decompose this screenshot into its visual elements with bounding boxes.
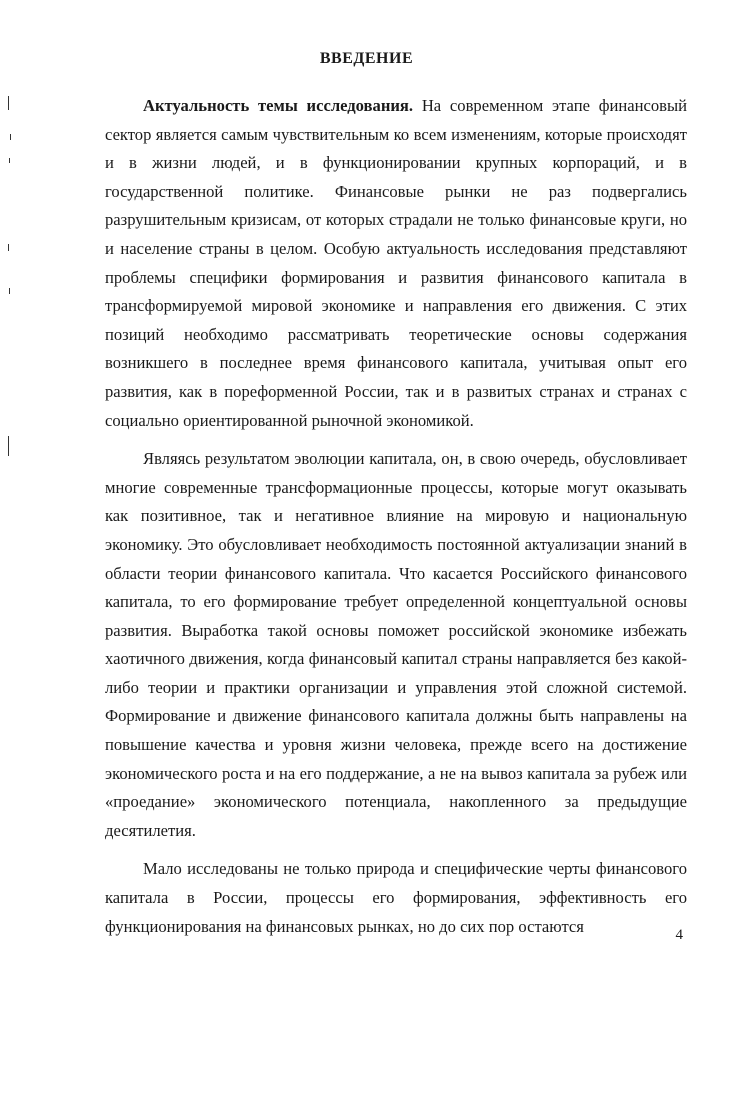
document-title: ВВЕДЕНИЕ xyxy=(319,50,414,67)
paragraph-lead-term: Актуальность темы исследования. xyxy=(143,96,414,115)
paragraph-relevance xyxy=(105,92,687,435)
scan-mark xyxy=(8,244,9,251)
scan-mark xyxy=(9,158,10,163)
page-number: 4 xyxy=(675,927,683,943)
scan-mark xyxy=(8,436,9,456)
scan-mark xyxy=(10,134,11,140)
paragraph-understudied: Мало исследованы не только природа и специфические черты финансового капитала в России, процессы его формирования, эффективность его функционирования на финансовых рынках, но до сих пор остаются xyxy=(105,859,687,936)
paragraph-evolution: Являясь результатом эволюции капитала, он, в свою очередь, обусловливает многие современные трансформационные процессы, которые могут оказывать как позитивное, так и негативное влияние на мировую и национальную экономику. Это обусловливает необходимость постоянной актуализации знаний в области теории финансового капитала. Что касается Российского финансового капитала, то его формирование требует определенной концептуальной основы развития. Выработка такой основы поможет российской экономике избежать хаотичного движения, когда финансовый капитал страны направляется без какой-либо теории и практики организации и управления этой сложной системой. Формирование и движение финансового капитала должны быть направлены на повышение качества и уровня жизни человека, прежде всего на достижение экономического роста и на его поддержание, а не на вывоз капитала за рубеж или «проедание» экономического потенциала, накопленного за предыдущие десятилетия. xyxy=(105,449,687,840)
scan-mark xyxy=(8,96,9,110)
document-body xyxy=(105,92,687,951)
scan-margin-marks xyxy=(6,96,16,456)
scan-mark xyxy=(9,288,10,294)
paragraph-text: На современном этапе финансовый сектор является самым чувствительным ко всем изменениям, которые происходят и в жизни людей, и в функционировании крупных корпораций, и в государственной политике. Финансовые рынки не раз подвергались разрушительным кризисам, от которых страдали не только финансовые круги, но и население страны в целом. Особую актуальность исследования представляют проблемы специфики формирования и развития финансового капитала в трансформируемой мировой экономике и направления его движения. С этих позиций необходимо рассматривать теоретические основы содержания возникшего в последнее время финансового капитала, учитывая опыт его развития, как в пореформенной России, так и в развитых странах и странах с социально ориентированной рыночной экономикой. xyxy=(105,96,687,430)
